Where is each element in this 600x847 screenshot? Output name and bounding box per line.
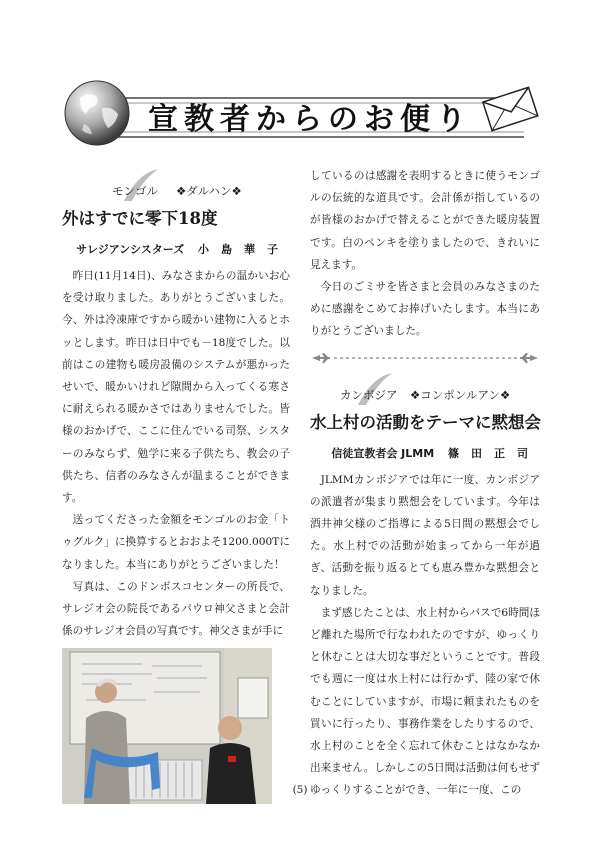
- page-title: 宣教者からのお便り: [148, 102, 472, 137]
- city-label: ❖コンポンルアン❖: [410, 387, 511, 402]
- page-header: [62, 72, 542, 160]
- author-name: 篠田正司: [448, 446, 540, 460]
- section-tag-cambodia: [310, 377, 540, 407]
- article-paragraph: まず感じたことは、水上村からバスで6時間ほど離れた場所で行なわれたのですが、ゆっくりと休むことは大切な事だということです。普段でも週に一度は水上村には行かず、陸の家で休むことにしていますが、市場に頼まれたものを買いに行ったり、事務作業をしたりするので、水上村のことを全く忘れて休むことはなかなか出来ません。しかしこの5日間は活動は何もせずゆっくりすることができ、一年に一度、この: [310, 606, 540, 797]
- globe-icon: [62, 78, 132, 148]
- article-headline: 水上村の活動をテーマに黙想会: [310, 412, 541, 432]
- byline: [62, 241, 290, 257]
- page-number: (5): [292, 784, 308, 796]
- author-org: 信徒宣教者会 JLMM: [331, 446, 435, 460]
- byline: [310, 445, 540, 461]
- country-label: モンゴル: [112, 184, 158, 198]
- article-continuation: しているのは感謝を表明するときに使うモンゴルの伝統的な道具です。会計係が指しているのが皆様のおかげで替えることができた暖房装置です。白のペンキを塗りましたので、きれいに見えます。: [310, 170, 540, 271]
- article-closing: 今日のごミサを皆さまと会員のみなさまのために感謝をこめてお捧げいたします。本当にありがとうございました。: [310, 281, 540, 338]
- article-photo: [62, 648, 272, 804]
- author-org: サレジアンシスターズ: [76, 243, 185, 256]
- city-label: ❖ダルハン❖: [176, 184, 242, 198]
- airplane-divider: [310, 351, 540, 365]
- envelope-icon: [478, 76, 542, 140]
- article-headline: 外はすでに零下18度: [62, 209, 218, 228]
- left-column: [62, 165, 290, 808]
- author-name: 小島華子: [198, 243, 290, 256]
- right-column: [310, 165, 540, 802]
- section-divider: [310, 347, 540, 369]
- section-tag-mongolia: [62, 173, 290, 203]
- article-paragraph: JLMMカンボジアでは年に一度、カンボジアの派遣者が集まり黙想会をしています。今年は酒井神父様のご指導による5日間の黙想会でした。水上村での活動が始まってから一年が過ぎ、活動を振り返るとても恵み豊かな黙想会となりました。: [310, 473, 540, 597]
- country-label: カンボジア: [340, 387, 398, 402]
- article-paragraph: 昨日(11月14日)、みなさまからの温かいお心を受け取りました。ありがとうございました。今、外は冷凍庫ですから暖かい建物に入るとホッとします。昨日は日中でも－18度でした。以前はこの建物も暖房設備のシステムが悪かったせいで、暖かいけれど隙間から入ってくる寒さに耐えられる暖かさではありませんでした。皆様のおかげで、ここに住んでいる司祭、シスターのみならず、勉学に来る子供たち、教会の子供たち、信者のみなさんが温まることができます。: [62, 270, 290, 505]
- article-paragraph: 写真は、このドンボスコセンターの所長で、サレジオ会の院長であるパウロ神父さまと会計係のサレジオ会員の写真です。神父さまが手に: [62, 580, 290, 638]
- article-paragraph: 送ってくださった金額をモンゴルのお金「トゥグルク」に換算するとおおよそ1200.000Tになりました。本当にありがとうございました！: [62, 514, 290, 571]
